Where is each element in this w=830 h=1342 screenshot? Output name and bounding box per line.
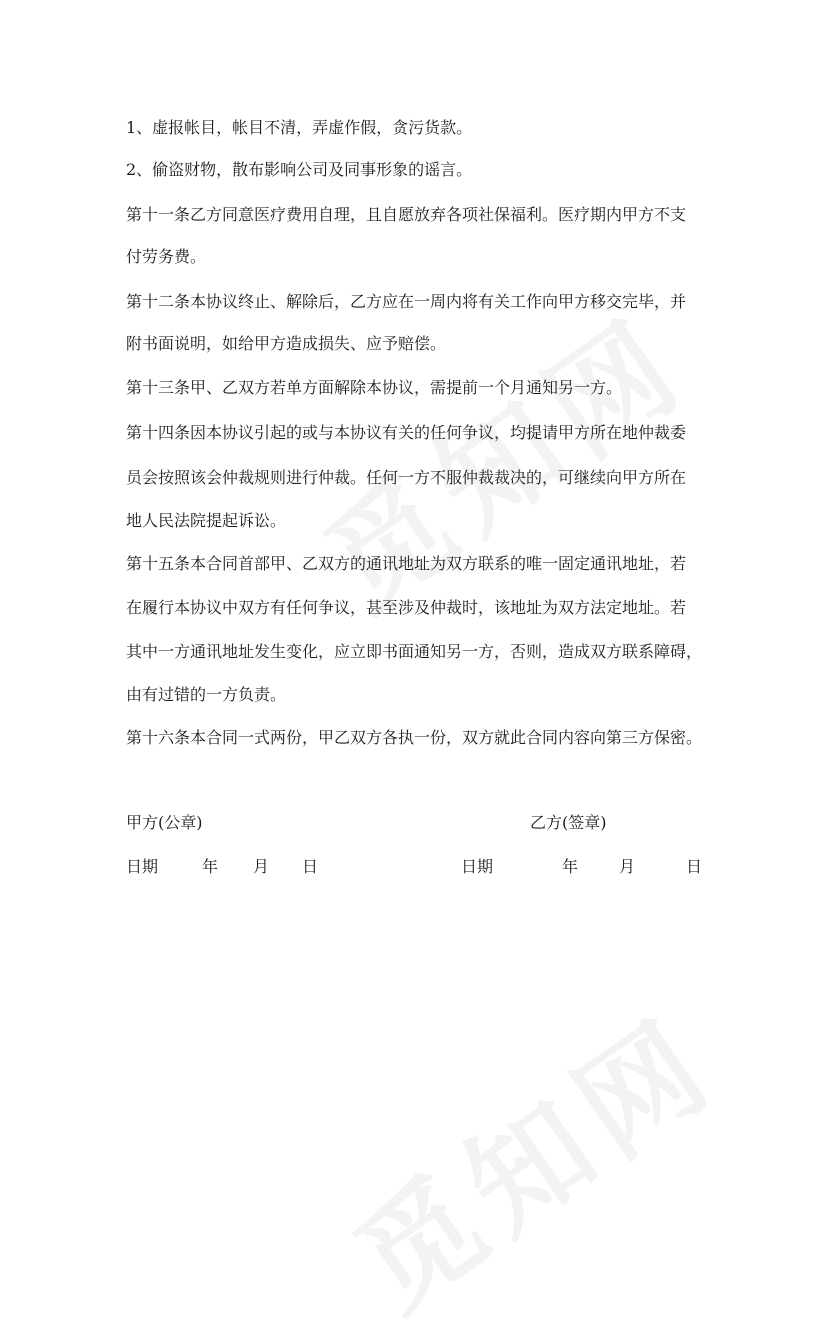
- body-line: 员会按照该会仲裁规则进行仲裁。任何一方不服仲裁裁决的，可继续向甲方所在: [126, 468, 687, 487]
- body-line: 在履行本协议中双方有任何争议，甚至涉及仲裁时，该地址为双方法定地址。若: [126, 598, 687, 617]
- body-line: 第十六条本合同一式两份，甲乙双方各执一份，双方就此合同内容向第三方保密。: [126, 728, 703, 747]
- body-line: 其中一方通讯地址发生变化，应立即书面通知另一方，否则，造成双方联系障碍，: [126, 642, 703, 661]
- body-line: 第十二条本协议终止、解除后，乙方应在一周内将有关工作向甲方移交完毕，并: [126, 292, 687, 311]
- body-line: 付劳务费。: [126, 247, 207, 266]
- party-b-day-label: 日: [686, 857, 703, 876]
- party-b-month-label: 月: [619, 857, 636, 876]
- body-line: 1、虚报帐目，帐目不清，弄虚作假，贪污货款。: [126, 118, 473, 137]
- body-line: 第十五条本合同首部甲、乙双方的通讯地址为双方联系的唯一固定通讯地址，若: [126, 554, 687, 573]
- watermark: [317, 970, 745, 1341]
- party-a-year-label: 年: [202, 857, 219, 876]
- party-a-day-label: 日: [302, 857, 319, 876]
- party-a-date-label: 日期: [126, 857, 159, 876]
- body-line: 2、偷盗财物，散布影响公司及同事形象的谣言。: [126, 160, 473, 179]
- body-line: 由有过错的一方负责。: [126, 685, 287, 704]
- party-a-seal-label: 甲方(公章): [126, 813, 203, 832]
- body-line: 第十三条甲、乙双方若单方面解除本协议，需提前一个月通知另一方。: [126, 378, 623, 397]
- party-b-year-label: 年: [562, 857, 579, 876]
- body-line: 附书面说明，如给甲方造成损失、应予赔偿。: [126, 334, 447, 353]
- party-b-sign-label: 乙方(签章): [530, 813, 607, 832]
- watermark: [287, 270, 715, 641]
- body-line: 第十一条乙方同意医疗费用自理，且自愿放弃各项社保福利。医疗期内甲方不支: [126, 205, 687, 224]
- body-line: 地人民法院提起诉讼。: [126, 511, 287, 530]
- party-b-date-label: 日期: [461, 857, 494, 876]
- body-line: 第十四条因本协议引起的或与本协议有关的任何争议，均提请甲方所在地仲裁委: [126, 423, 687, 442]
- party-a-month-label: 月: [253, 857, 270, 876]
